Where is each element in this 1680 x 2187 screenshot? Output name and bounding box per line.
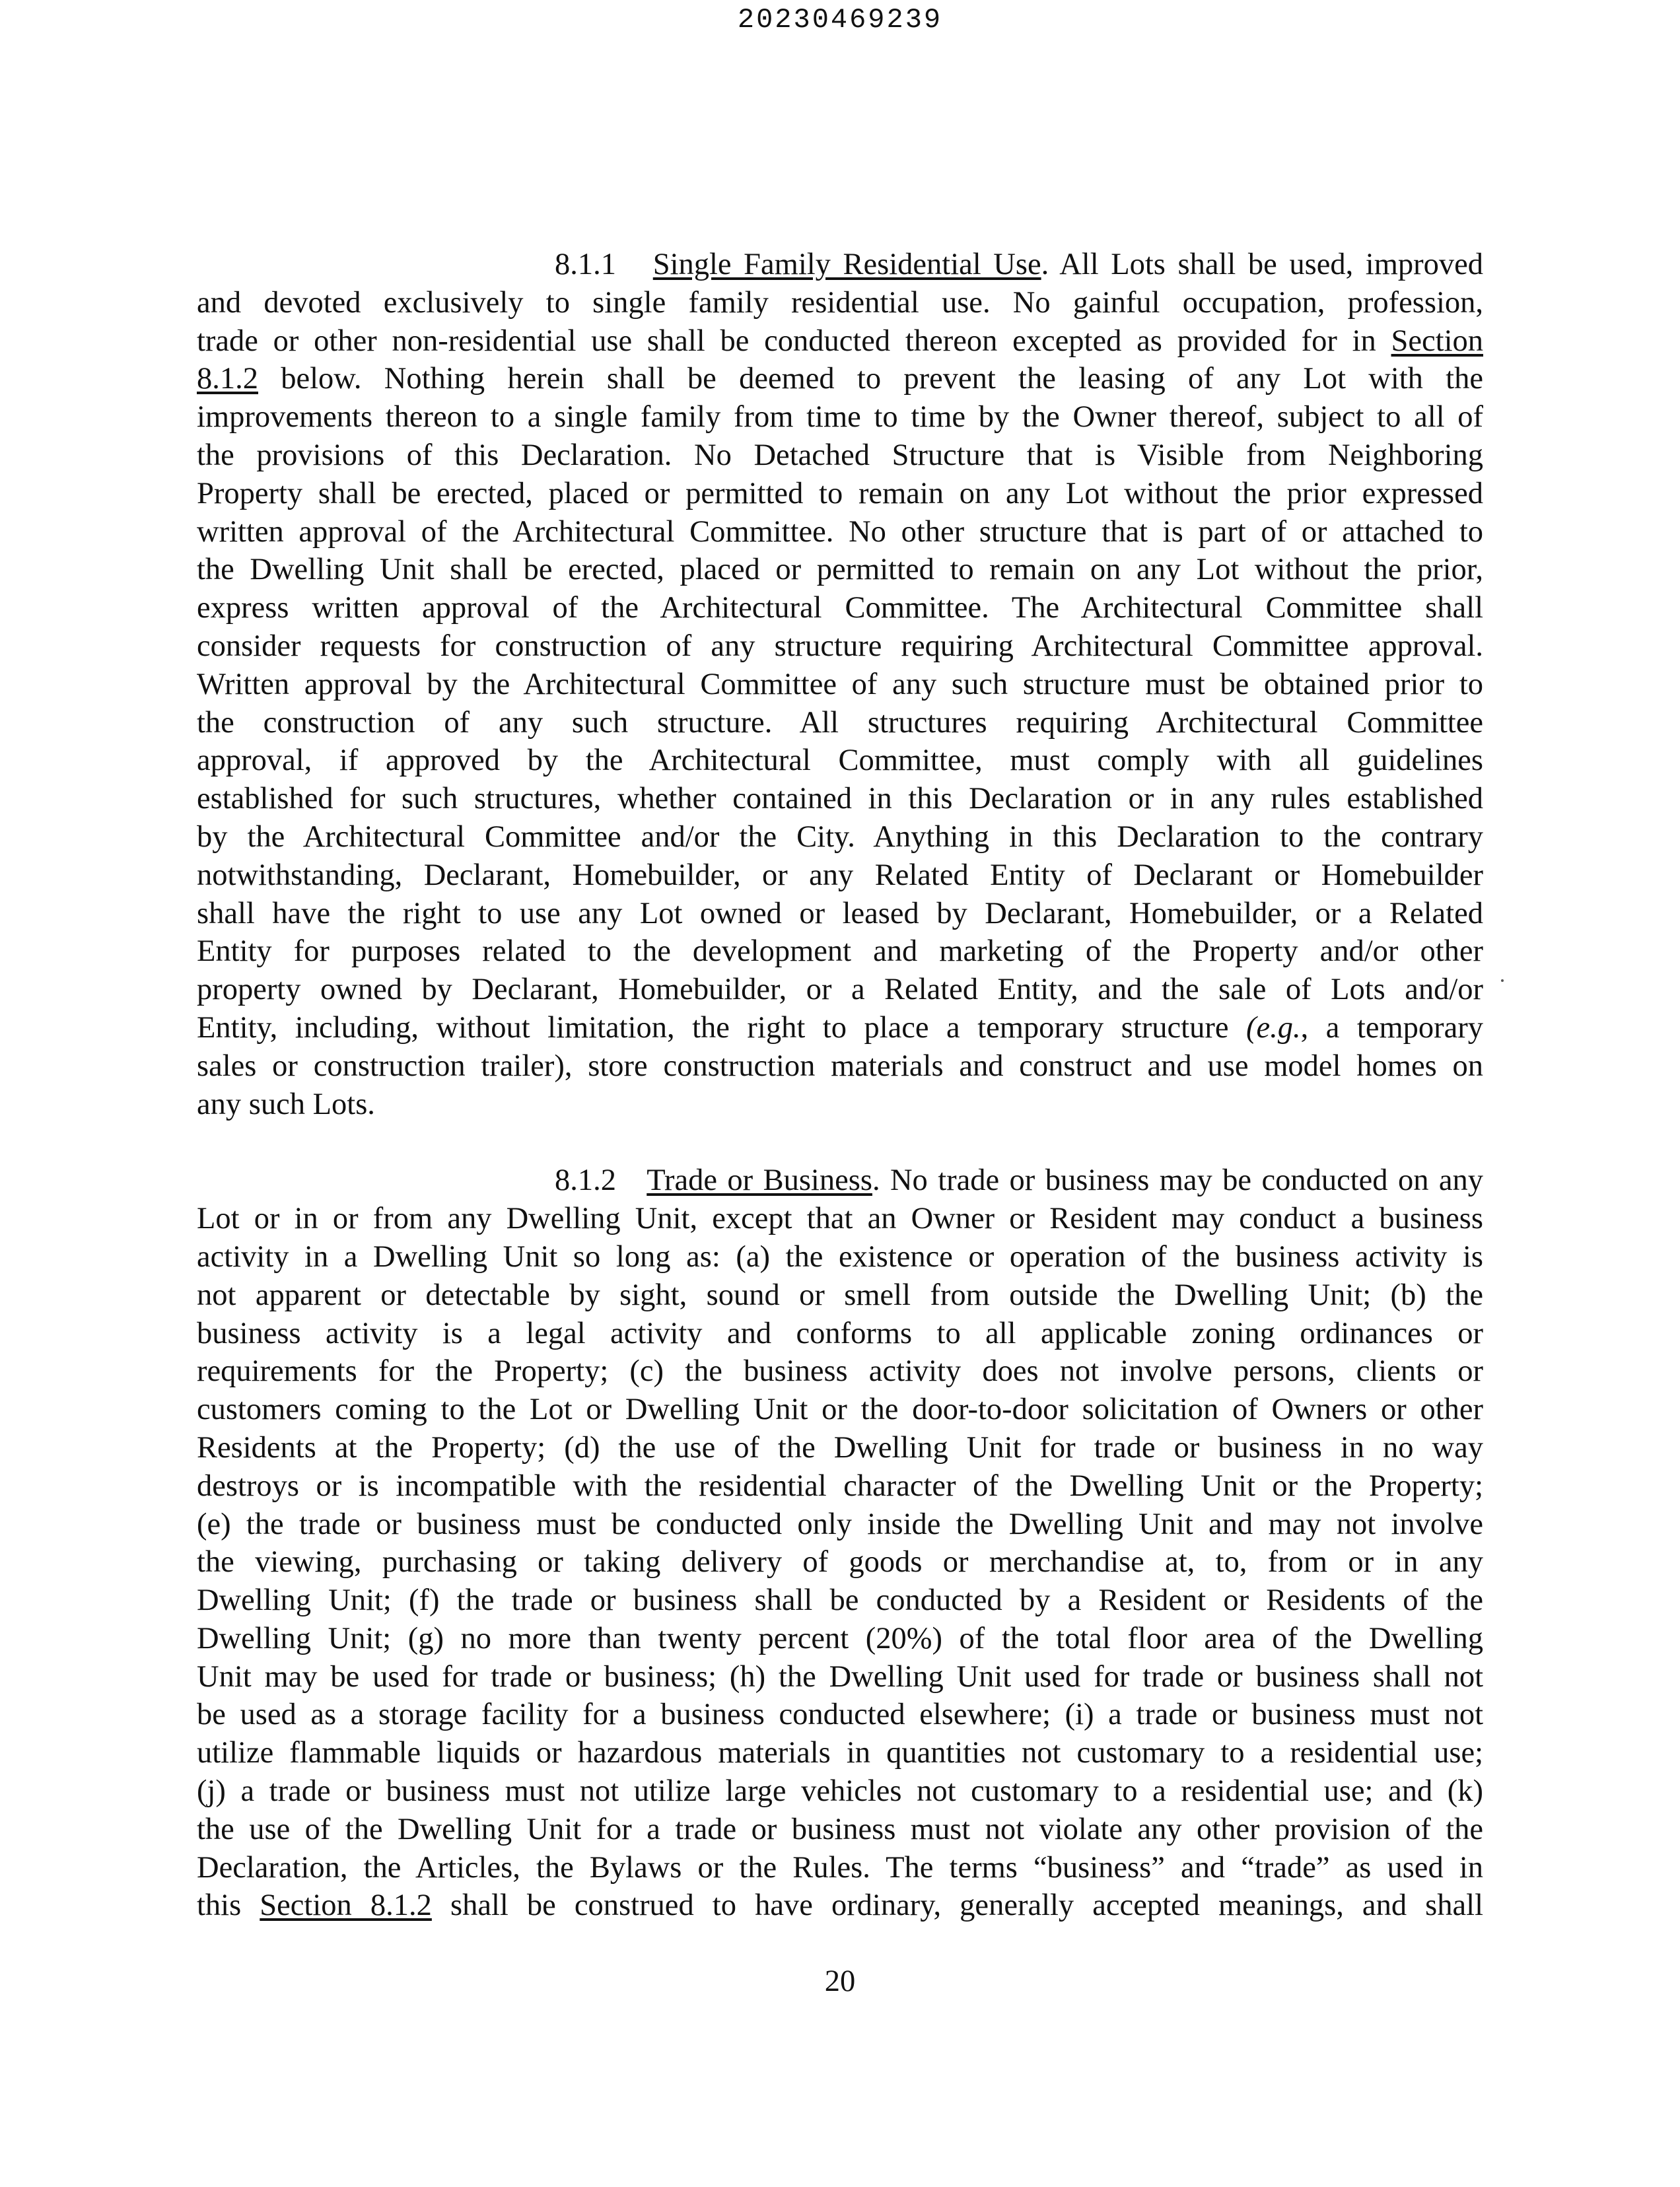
line: destroys or is incompatible with the residential character of the Dwelling Unit or the Property;	[197, 1469, 1483, 1503]
paragraph-gap	[197, 1123, 1483, 1162]
line: shall have the right to use any Lot owned or leased by Declarant, Homebuilder, or a Related	[197, 896, 1483, 930]
section-number: 8.1.2	[555, 1163, 616, 1198]
line: by the Architectural Committee and/or the City. Anything in this Declaration to the contrary	[197, 819, 1483, 854]
line: sales or construction trailer), store construction materials and construct and use model homes on	[197, 1049, 1483, 1083]
page-number: 20	[824, 1964, 856, 1998]
line: this Section 8.1.2 shall be construed to have ordinary, generally accepted meanings, and shall	[197, 1889, 1484, 1923]
line: written approval of the Architectural Committee. No other structure that is part of or attached to	[197, 514, 1483, 549]
section-8-1-2	[197, 1162, 1483, 1925]
line: Entity for purposes related to the development and marketing of the Property and/or other	[197, 934, 1483, 969]
line: Dwelling Unit; (f) the trade or business shall be conducted by a Resident or Residents of the	[197, 1583, 1483, 1618]
document-body	[197, 246, 1483, 1925]
line: (j) a trade or business must not utilize large vehicles not customary to a residential use; and (k)	[197, 1774, 1483, 1809]
line: Dwelling Unit; (g) no more than twenty percent (20%) of the total floor area of the Dwelling	[197, 1621, 1483, 1655]
line: improvements thereon to a single family from time to time by the Owner thereof, subject to all of	[197, 400, 1483, 434]
line: consider requests for construction of any structure requiring Architectural Committee approval.	[197, 629, 1483, 663]
line: Property shall be erected, placed or permitted to remain on any Lot without the prior expressed	[197, 476, 1483, 510]
line: (e) the trade or business must be conducted only inside the Dwelling Unit and may not involve	[197, 1507, 1483, 1541]
scan-speck	[1501, 979, 1504, 982]
emphasis: (e.g.	[1246, 1010, 1301, 1045]
line: business activity is a legal activity and conforms to all applicable zoning ordinances or	[197, 1316, 1483, 1350]
section-title: Trade or Business	[647, 1163, 872, 1198]
line: the Dwelling Unit shall be erected, placed or permitted to remain on any Lot without the prior,	[197, 553, 1483, 587]
line: Residents at the Property; (d) the use of the Dwelling Unit for trade or business in no way	[197, 1430, 1483, 1465]
line: trade or other non-residential use shall be conducted thereon excepted as provided for in Section	[197, 324, 1483, 358]
line: 8.1.1 Single Family Residential Use. All Lots shall be used, improved	[555, 248, 1483, 281]
section-cross-reference: Section	[1391, 324, 1483, 358]
line: not apparent or detectable by sight, sound or smell from outside the Dwelling Unit; (b) the	[197, 1278, 1483, 1312]
line: 8.1.2 Trade or Business. No trade or business may be conducted on any	[555, 1163, 1484, 1198]
section-title: Single Family Residential Use	[652, 248, 1041, 281]
line: the provisions of this Declaration. No Detached Structure that is Visible from Neighboring	[197, 438, 1483, 472]
section-8-1-1	[197, 246, 1483, 1123]
document-number: 20230469239	[737, 4, 943, 36]
line: customers coming to the Lot or Dwelling Unit or the door-to-door solicitation of Owners or other	[197, 1393, 1483, 1427]
line: approval, if approved by the Architectural Committee, must comply with all guidelines	[197, 744, 1483, 778]
line: property owned by Declarant, Homebuilder, or a Related Entity, and the sale of Lots and/or	[197, 973, 1483, 1007]
line: the viewing, purchasing or taking delivery of goods or merchandise at, to, from or in any	[197, 1545, 1483, 1580]
line: express written approval of the Architectural Committee. The Architectural Committee shall	[197, 591, 1483, 625]
line: the use of the Dwelling Unit for a trade or business must not violate any other provision of the	[197, 1812, 1483, 1846]
line: the construction of any such structure. All structures requiring Architectural Committee	[197, 705, 1483, 740]
line: Lot or in or from any Dwelling Unit, except that an Owner or Resident may conduct a business	[197, 1202, 1483, 1236]
line: and devoted exclusively to single family residential use. No gainful occupation, profession,	[197, 285, 1483, 320]
line: requirements for the Property; (c) the business activity does not involve persons, clients or	[197, 1354, 1483, 1389]
line: Unit may be used for trade or business; (h) the Dwelling Unit used for trade or business shall not	[197, 1659, 1483, 1694]
section-cross-reference: 8.1.2	[197, 362, 258, 396]
line: Declaration, the Articles, the Bylaws or the Rules. The terms “business” and “trade” as used in	[197, 1850, 1483, 1885]
line: any such Lots.	[197, 1087, 375, 1121]
line: be used as a storage facility for a business conducted elsewhere; (i) a trade or business must not	[197, 1698, 1483, 1732]
line: activity in a Dwelling Unit so long as: (a) the existence or operation of the business activity is	[197, 1239, 1483, 1274]
section-number: 8.1.1	[555, 248, 616, 281]
line: utilize flammable liquids or hazardous materials in quantities not customary to a residential use;	[197, 1736, 1483, 1770]
line: Entity, including, without limitation, the right to place a temporary structure (e.g., a temporary	[197, 1010, 1483, 1045]
line: notwithstanding, Declarant, Homebuilder, or any Related Entity of Declarant or Homebuilder	[197, 858, 1483, 892]
section-cross-reference: Section 8.1.2	[260, 1889, 432, 1923]
line: 8.1.2 below. Nothing herein shall be deemed to prevent the leasing of any Lot with the	[197, 362, 1483, 396]
line: established for such structures, whether contained in this Declaration or in any rules established	[197, 782, 1483, 816]
line: Written approval by the Architectural Committee of any such structure must be obtained prior to	[197, 667, 1483, 701]
